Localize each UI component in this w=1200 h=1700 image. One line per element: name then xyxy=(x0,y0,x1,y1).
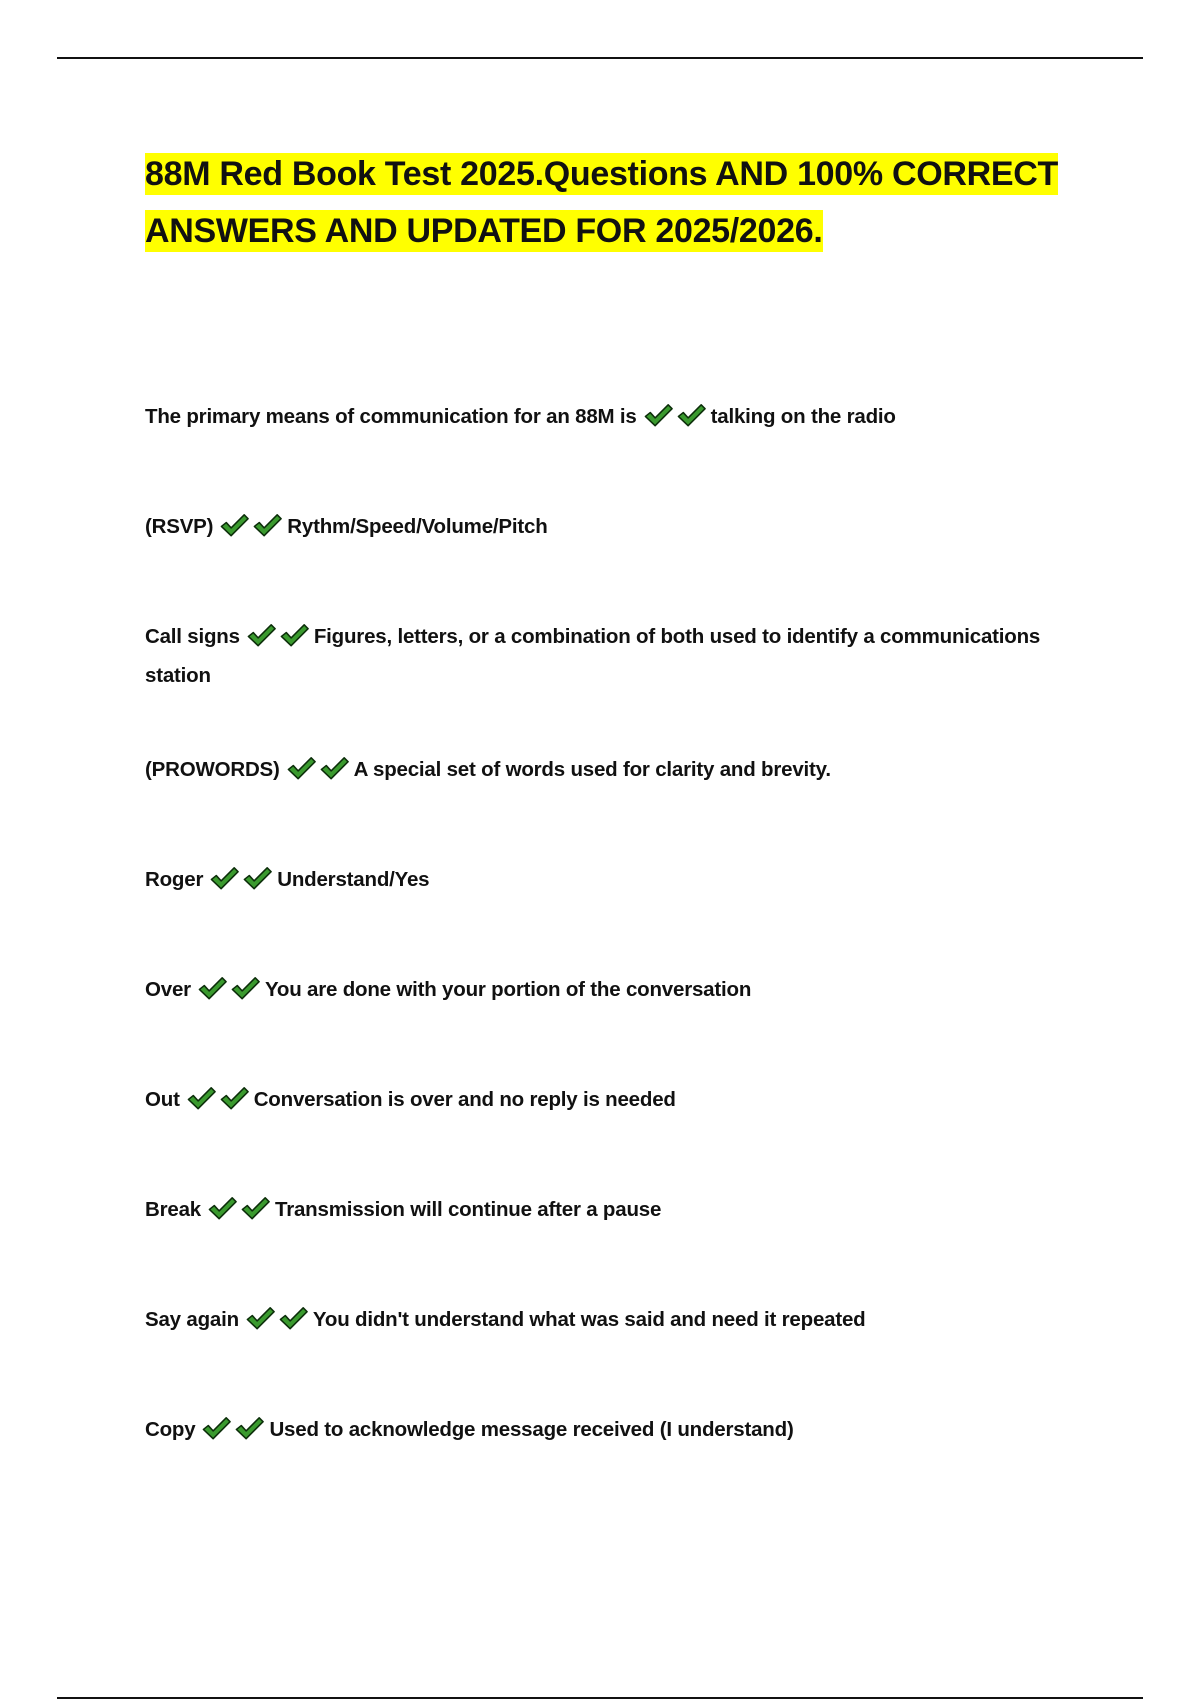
qa-answer: Understand/Yes xyxy=(277,868,430,891)
qa-term: Say again xyxy=(145,1308,239,1331)
qa-term: Call signs xyxy=(145,625,240,648)
qa-item xyxy=(145,400,1085,439)
top-rule xyxy=(57,57,1143,59)
double-check-icon xyxy=(201,1415,267,1452)
qa-item xyxy=(145,510,1085,549)
qa-answer: A special set of words used for clarity and brevity. xyxy=(353,758,831,781)
qa-answer: Rythm/Speed/Volume/Pitch xyxy=(287,515,548,538)
qa-term: Out xyxy=(145,1088,180,1111)
bottom-rule xyxy=(57,1697,1143,1699)
qa-term: Roger xyxy=(145,868,204,891)
qa-term: (PROWORDS) xyxy=(145,758,280,781)
qa-item xyxy=(145,1193,1085,1232)
double-check-icon xyxy=(246,622,312,659)
qa-answer: talking on the radio xyxy=(710,405,896,428)
qa-item xyxy=(145,753,1085,792)
title-highlight: 88M Red Book Test 2025.Questions AND 100% CORRECT ANSWERS AND UPDATED FOR 2025/2026. xyxy=(145,155,1058,250)
qa-item xyxy=(145,620,1085,693)
double-check-icon xyxy=(186,1085,252,1122)
double-check-icon xyxy=(245,1305,311,1342)
qa-term: Break xyxy=(145,1198,201,1221)
qa-item xyxy=(145,1083,1085,1122)
qa-term: The primary means of communication for an 88M is xyxy=(145,405,637,428)
document-title xyxy=(145,146,1095,260)
double-check-icon xyxy=(219,512,285,549)
qa-answer: Transmission will continue after a pause xyxy=(275,1198,662,1221)
double-check-icon xyxy=(197,975,263,1012)
qa-term: Over xyxy=(145,978,191,1001)
qa-answer: You are done with your portion of the conversation xyxy=(264,978,752,1001)
qa-list xyxy=(145,400,1085,1523)
qa-term: Copy xyxy=(145,1418,196,1441)
double-check-icon xyxy=(207,1195,273,1232)
qa-answer: Used to acknowledge message received (I understand) xyxy=(269,1418,794,1441)
qa-term: (RSVP) xyxy=(145,515,214,538)
qa-answer: Figures, letters, or a combination of both used to identify a communications station xyxy=(145,625,1041,687)
qa-answer: Conversation is over and no reply is needed xyxy=(253,1088,676,1111)
qa-item xyxy=(145,1303,1085,1342)
qa-item xyxy=(145,1413,1085,1452)
qa-item xyxy=(145,973,1085,1012)
double-check-icon xyxy=(286,755,352,792)
double-check-icon xyxy=(643,402,709,439)
double-check-icon xyxy=(209,865,275,902)
qa-answer: You didn't understand what was said and need it repeated xyxy=(312,1308,866,1331)
qa-item xyxy=(145,863,1085,902)
